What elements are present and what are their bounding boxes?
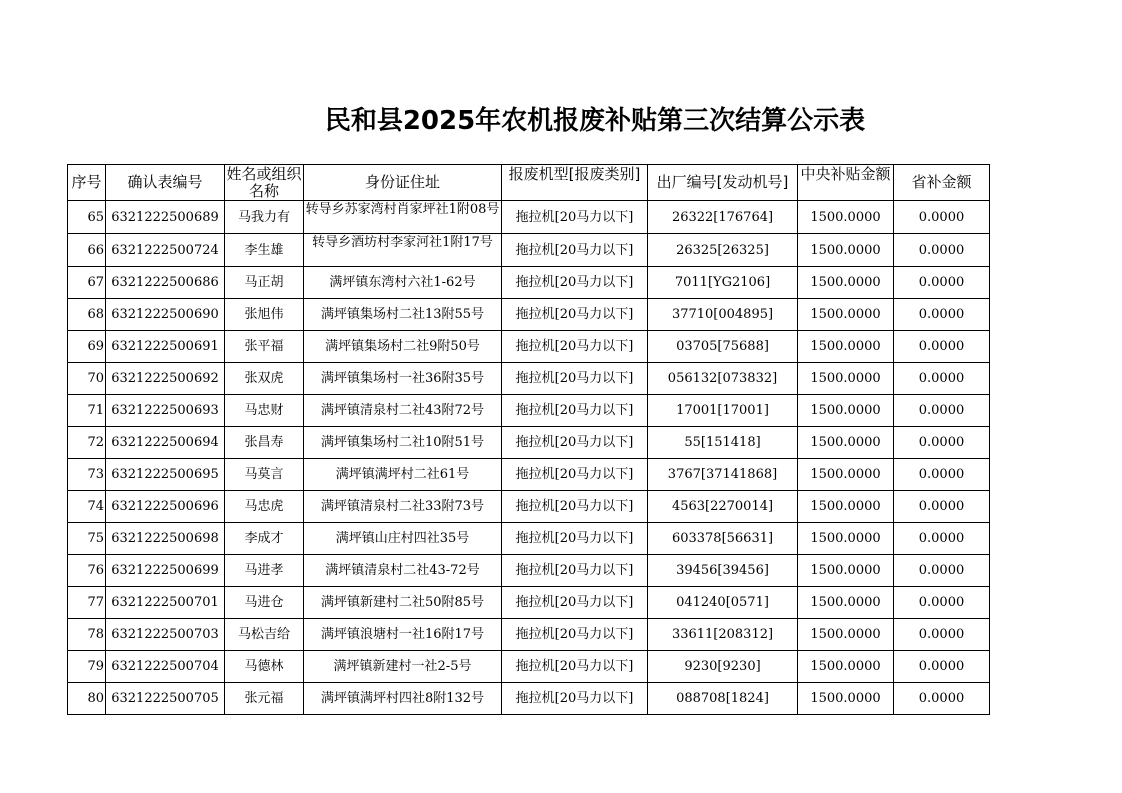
cell-confirm-no: 6321222500692 — [106, 363, 225, 395]
cell-machine-type: 拖拉机[20马力以下] — [502, 523, 648, 555]
cell-provincial-subsidy: 0.0000 — [894, 651, 990, 683]
cell-confirm-no: 6321222500699 — [106, 555, 225, 587]
cell-central-subsidy: 1500.0000 — [798, 555, 894, 587]
header-address: 身份证住址 — [304, 165, 502, 201]
page-title: 民和县2025年农机报废补贴第三次结算公示表 — [324, 106, 866, 136]
cell-serial: 7011[YG2106] — [648, 267, 798, 299]
cell-confirm-no: 6321222500691 — [106, 331, 225, 363]
table-row — [68, 363, 990, 395]
cell-central-subsidy: 1500.0000 — [798, 331, 894, 363]
table-row — [68, 523, 990, 555]
table-header-row — [68, 165, 990, 201]
cell-seq: 76 — [68, 555, 106, 587]
cell-central-subsidy: 1500.0000 — [798, 395, 894, 427]
cell-serial: 03705[75688] — [648, 331, 798, 363]
cell-serial: 26325[26325] — [648, 234, 798, 267]
cell-central-subsidy: 1500.0000 — [798, 619, 894, 651]
table-row — [68, 619, 990, 651]
table-row — [68, 267, 990, 299]
cell-serial: 056132[073832] — [648, 363, 798, 395]
cell-serial: 55[151418] — [648, 427, 798, 459]
cell-provincial-subsidy: 0.0000 — [894, 363, 990, 395]
subsidy-table — [67, 164, 990, 715]
cell-address: 满坪镇山庄村四社35号 — [304, 523, 502, 555]
cell-seq: 73 — [68, 459, 106, 491]
cell-provincial-subsidy: 0.0000 — [894, 555, 990, 587]
cell-seq: 75 — [68, 523, 106, 555]
header-confirm-no: 确认表编号 — [106, 165, 225, 201]
cell-address: 满坪镇集场村二社13附55号 — [304, 299, 502, 331]
cell-name: 张平福 — [225, 331, 304, 363]
cell-serial: 4563[2270014] — [648, 491, 798, 523]
cell-provincial-subsidy: 0.0000 — [894, 234, 990, 267]
table-row — [68, 427, 990, 459]
cell-provincial-subsidy: 0.0000 — [894, 267, 990, 299]
cell-seq: 70 — [68, 363, 106, 395]
table-row — [68, 651, 990, 683]
cell-name: 李生雄 — [225, 234, 304, 267]
cell-machine-type: 拖拉机[20马力以下] — [502, 267, 648, 299]
cell-machine-type: 拖拉机[20马力以下] — [502, 651, 648, 683]
cell-confirm-no: 6321222500696 — [106, 491, 225, 523]
cell-provincial-subsidy: 0.0000 — [894, 491, 990, 523]
table-row — [68, 491, 990, 523]
cell-central-subsidy: 1500.0000 — [798, 523, 894, 555]
cell-seq: 69 — [68, 331, 106, 363]
header-serial: 出厂编号[发动机号] — [648, 165, 798, 201]
cell-name: 马莫言 — [225, 459, 304, 491]
cell-central-subsidy: 1500.0000 — [798, 427, 894, 459]
table-row — [68, 555, 990, 587]
cell-address: 满坪镇满坪村四社8附132号 — [304, 683, 502, 715]
cell-confirm-no: 6321222500690 — [106, 299, 225, 331]
cell-seq: 66 — [68, 234, 106, 267]
cell-address: 满坪镇浪塘村一社16附17号 — [304, 619, 502, 651]
table-row — [68, 331, 990, 363]
cell-machine-type: 拖拉机[20马力以下] — [502, 555, 648, 587]
cell-serial: 37710[004895] — [648, 299, 798, 331]
cell-address: 满坪镇集场村二社9附50号 — [304, 331, 502, 363]
cell-confirm-no: 6321222500693 — [106, 395, 225, 427]
cell-name: 马德林 — [225, 651, 304, 683]
cell-address: 满坪镇新建村二社50附85号 — [304, 587, 502, 619]
cell-machine-type: 拖拉机[20马力以下] — [502, 234, 648, 267]
table-row — [68, 234, 990, 267]
cell-confirm-no: 6321222500698 — [106, 523, 225, 555]
cell-provincial-subsidy: 0.0000 — [894, 427, 990, 459]
cell-central-subsidy: 1500.0000 — [798, 267, 894, 299]
cell-provincial-subsidy: 0.0000 — [894, 459, 990, 491]
table-row — [68, 299, 990, 331]
cell-central-subsidy: 1500.0000 — [798, 683, 894, 715]
cell-seq: 78 — [68, 619, 106, 651]
table-row — [68, 395, 990, 427]
cell-central-subsidy: 1500.0000 — [798, 234, 894, 267]
cell-seq: 67 — [68, 267, 106, 299]
cell-confirm-no: 6321222500705 — [106, 683, 225, 715]
header-machine-type: 报废机型[报废类别] — [502, 165, 648, 201]
cell-confirm-no: 6321222500686 — [106, 267, 225, 299]
cell-provincial-subsidy: 0.0000 — [894, 331, 990, 363]
cell-seq: 80 — [68, 683, 106, 715]
cell-name: 马进孝 — [225, 555, 304, 587]
cell-central-subsidy: 1500.0000 — [798, 651, 894, 683]
cell-confirm-no: 6321222500689 — [106, 201, 225, 234]
cell-address: 满坪镇清泉村二社33附73号 — [304, 491, 502, 523]
cell-serial: 39456[39456] — [648, 555, 798, 587]
header-provincial-subsidy: 省补金额 — [894, 165, 990, 201]
cell-provincial-subsidy: 0.0000 — [894, 587, 990, 619]
cell-serial: 9230[9230] — [648, 651, 798, 683]
header-name: 姓名或组织名称 — [226, 165, 302, 200]
cell-name: 马忠财 — [225, 395, 304, 427]
cell-machine-type: 拖拉机[20马力以下] — [502, 491, 648, 523]
cell-central-subsidy: 1500.0000 — [798, 363, 894, 395]
cell-name: 马松吉给 — [225, 619, 304, 651]
cell-serial: 041240[0571] — [648, 587, 798, 619]
header-seq: 序号 — [68, 165, 106, 201]
cell-seq: 77 — [68, 587, 106, 619]
cell-address: 满坪镇集场村二社10附51号 — [304, 427, 502, 459]
cell-seq: 71 — [68, 395, 106, 427]
cell-confirm-no: 6321222500694 — [106, 427, 225, 459]
cell-machine-type: 拖拉机[20马力以下] — [502, 683, 648, 715]
cell-machine-type: 拖拉机[20马力以下] — [502, 331, 648, 363]
cell-address: 满坪镇新建村一社2-5号 — [304, 651, 502, 683]
cell-confirm-no: 6321222500701 — [106, 587, 225, 619]
cell-seq: 79 — [68, 651, 106, 683]
cell-name: 张旭伟 — [225, 299, 304, 331]
table-row — [68, 587, 990, 619]
cell-confirm-no: 6321222500695 — [106, 459, 225, 491]
cell-provincial-subsidy: 0.0000 — [894, 201, 990, 234]
cell-central-subsidy: 1500.0000 — [798, 201, 894, 234]
cell-seq: 74 — [68, 491, 106, 523]
cell-name: 马进仓 — [225, 587, 304, 619]
cell-serial: 3767[37141868] — [648, 459, 798, 491]
cell-name: 李成才 — [225, 523, 304, 555]
table-row — [68, 201, 990, 234]
cell-address: 转导乡酒坊村李家河社1附17号 — [304, 234, 502, 267]
cell-name: 张双虎 — [225, 363, 304, 395]
cell-provincial-subsidy: 0.0000 — [894, 395, 990, 427]
cell-name: 马我力有 — [225, 201, 304, 234]
cell-machine-type: 拖拉机[20马力以下] — [502, 619, 648, 651]
cell-serial: 17001[17001] — [648, 395, 798, 427]
cell-confirm-no: 6321222500703 — [106, 619, 225, 651]
cell-provincial-subsidy: 0.0000 — [894, 683, 990, 715]
cell-machine-type: 拖拉机[20马力以下] — [502, 299, 648, 331]
cell-provincial-subsidy: 0.0000 — [894, 299, 990, 331]
cell-provincial-subsidy: 0.0000 — [894, 619, 990, 651]
cell-central-subsidy: 1500.0000 — [798, 587, 894, 619]
cell-machine-type: 拖拉机[20马力以下] — [502, 459, 648, 491]
cell-machine-type: 拖拉机[20马力以下] — [502, 363, 648, 395]
cell-serial: 603378[56631] — [648, 523, 798, 555]
cell-machine-type: 拖拉机[20马力以下] — [502, 427, 648, 459]
header-central-subsidy: 中央补贴金额 — [798, 165, 894, 201]
cell-central-subsidy: 1500.0000 — [798, 459, 894, 491]
cell-name: 马正胡 — [225, 267, 304, 299]
cell-serial: 33611[208312] — [648, 619, 798, 651]
cell-confirm-no: 6321222500724 — [106, 234, 225, 267]
cell-address: 满坪镇满坪村二社61号 — [304, 459, 502, 491]
cell-confirm-no: 6321222500704 — [106, 651, 225, 683]
cell-address: 转导乡苏家湾村肖家坪社1附08号 — [304, 201, 502, 234]
cell-machine-type: 拖拉机[20马力以下] — [502, 587, 648, 619]
cell-seq: 72 — [68, 427, 106, 459]
cell-name: 张元福 — [225, 683, 304, 715]
cell-central-subsidy: 1500.0000 — [798, 299, 894, 331]
cell-seq: 65 — [68, 201, 106, 234]
cell-address: 满坪镇集场村一社36附35号 — [304, 363, 502, 395]
cell-central-subsidy: 1500.0000 — [798, 491, 894, 523]
cell-provincial-subsidy: 0.0000 — [894, 523, 990, 555]
table-row — [68, 683, 990, 715]
cell-name: 马忠虎 — [225, 491, 304, 523]
cell-machine-type: 拖拉机[20马力以下] — [502, 201, 648, 234]
cell-serial: 26322[176764] — [648, 201, 798, 234]
cell-address: 满坪镇东湾村六社1-62号 — [304, 267, 502, 299]
cell-serial: 088708[1824] — [648, 683, 798, 715]
cell-machine-type: 拖拉机[20马力以下] — [502, 395, 648, 427]
cell-address: 满坪镇清泉村二社43-72号 — [304, 555, 502, 587]
cell-name: 张昌寿 — [225, 427, 304, 459]
cell-address: 满坪镇清泉村二社43附72号 — [304, 395, 502, 427]
table-row — [68, 459, 990, 491]
cell-seq: 68 — [68, 299, 106, 331]
